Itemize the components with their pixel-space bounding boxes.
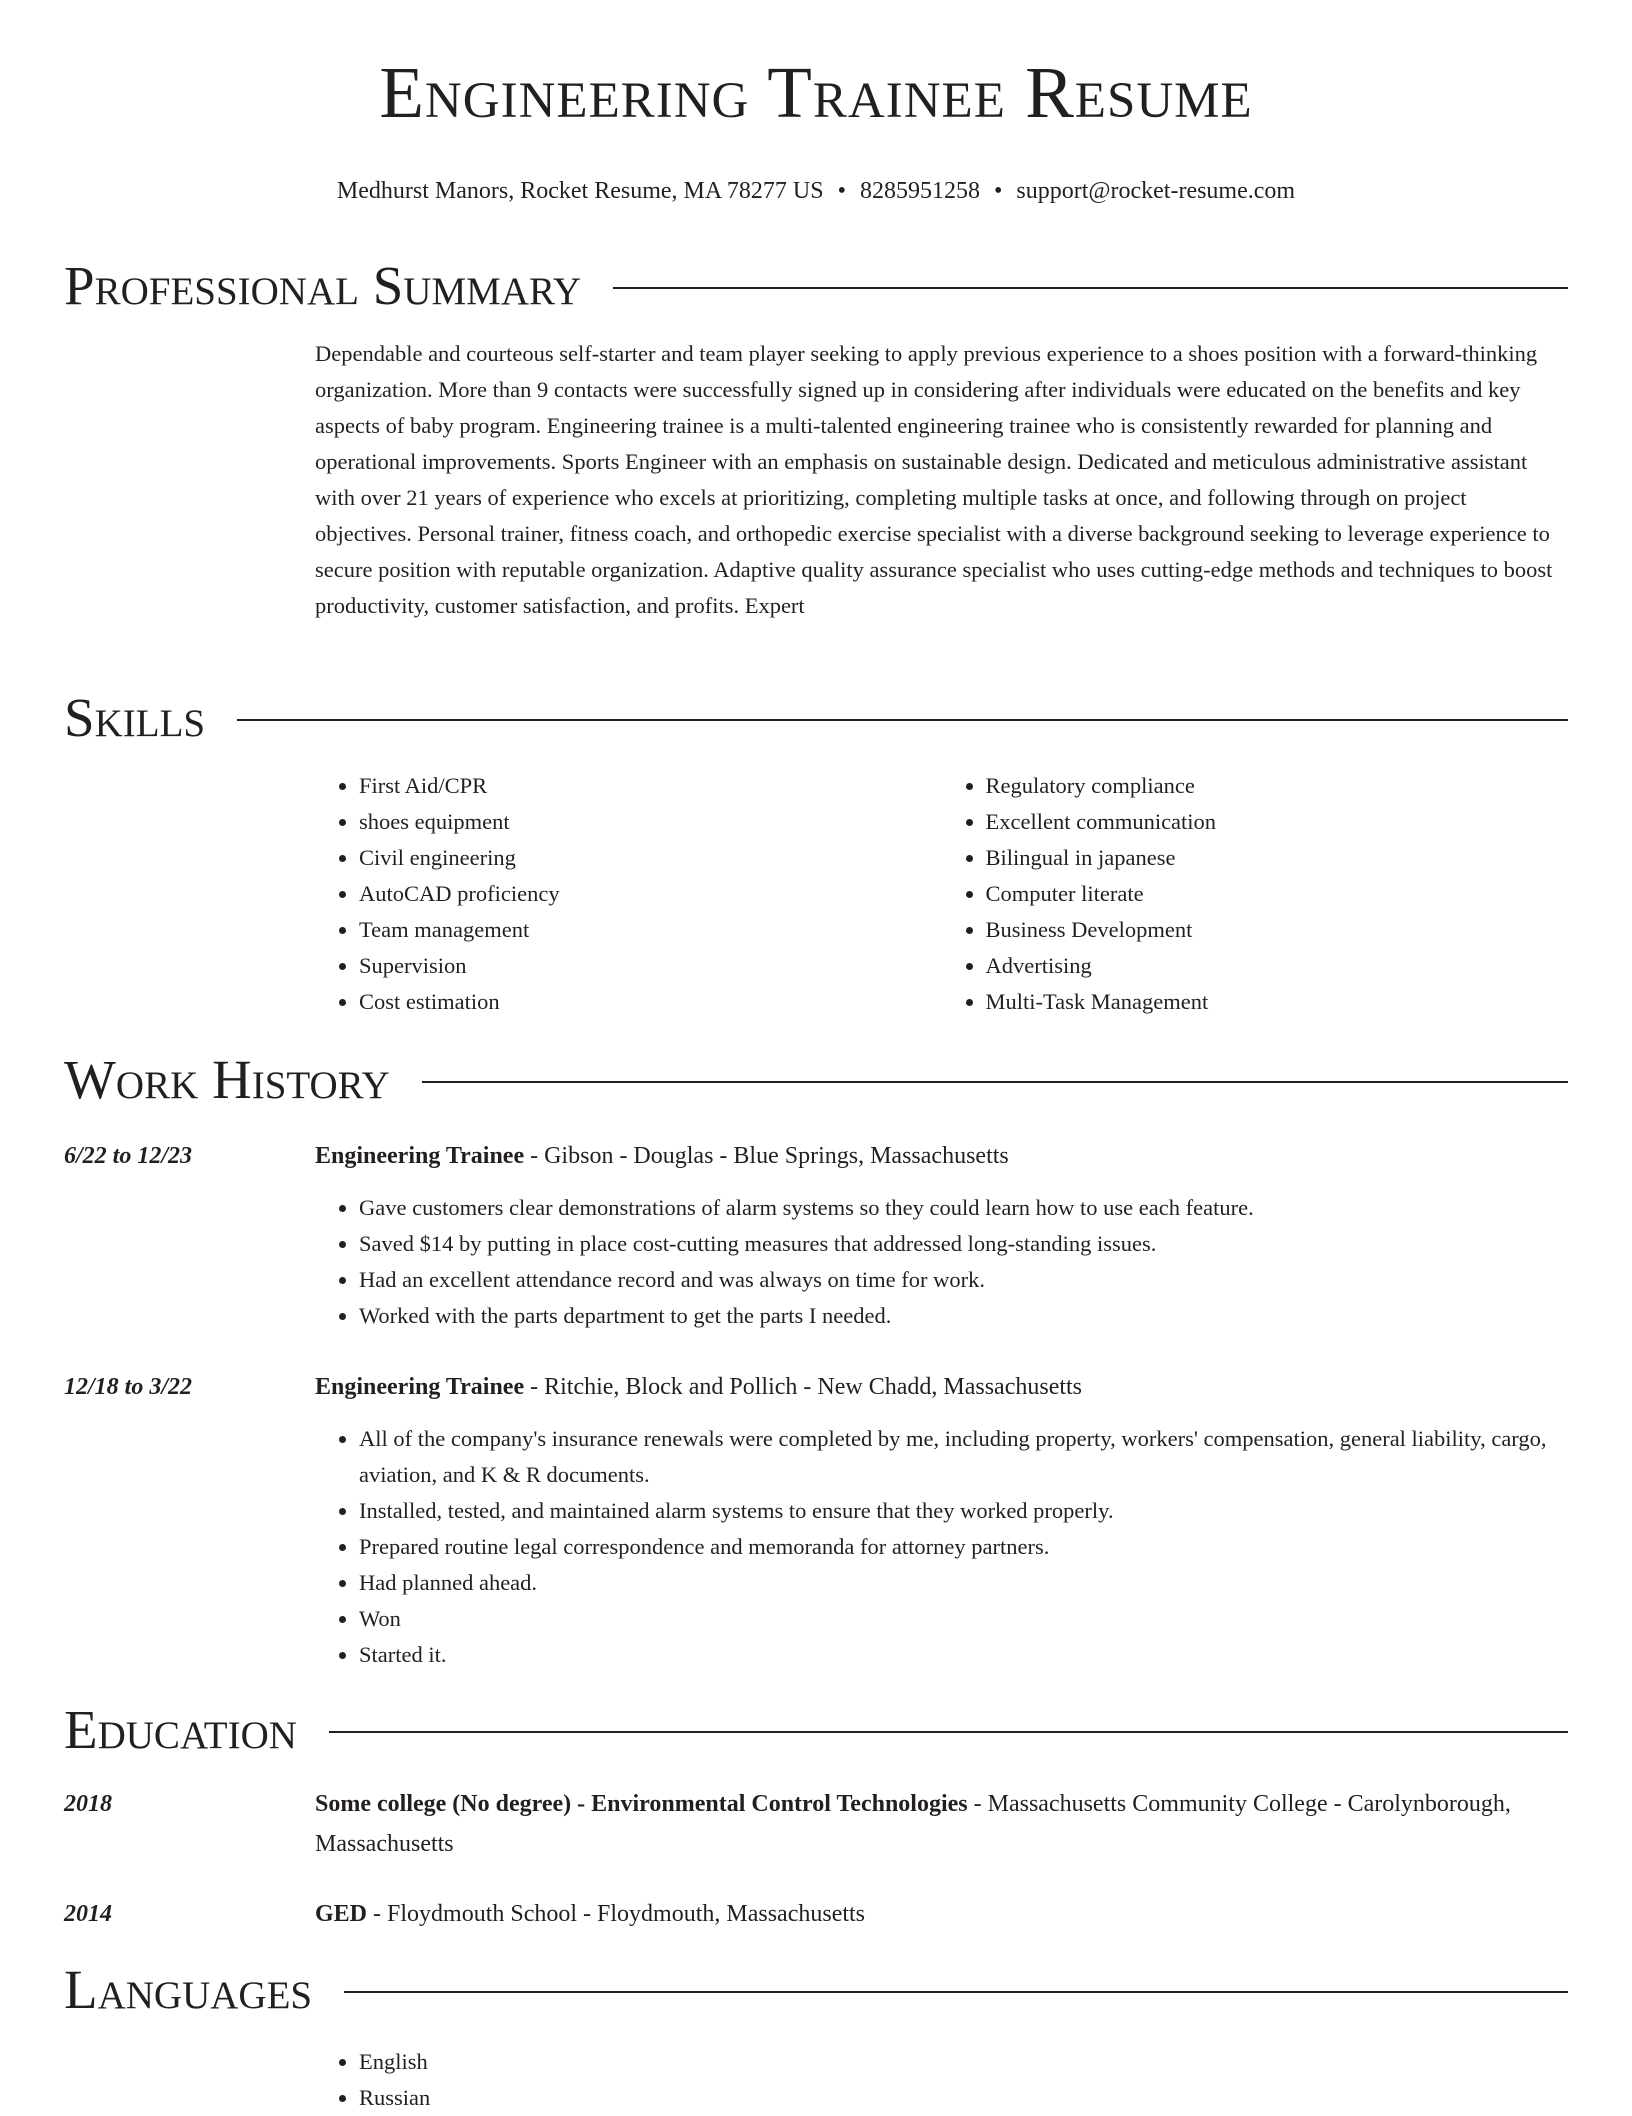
skill-item: • Regulatory compliance bbox=[986, 768, 1569, 804]
languages-heading: Languages bbox=[64, 1959, 313, 2020]
education-school: - Massachusetts Community College - Carolynborough, Massachusetts bbox=[315, 1791, 1511, 1857]
contact-phone: 8285951258 bbox=[859, 178, 980, 204]
skill-item: • AutoCAD proficiency bbox=[359, 876, 942, 912]
skill-item: • First Aid/CPR bbox=[359, 768, 942, 804]
languages-section-header bbox=[64, 1960, 1568, 2020]
languages-body bbox=[315, 2044, 1568, 2116]
job-header bbox=[315, 1136, 1568, 1176]
contact-email: support@rocket-resume.com bbox=[1016, 178, 1296, 204]
skills-list-right bbox=[942, 768, 1569, 1020]
section-divider bbox=[422, 1081, 1568, 1083]
section-divider bbox=[237, 719, 1568, 721]
education-degree: Some college (No degree) - Environmental Control Technologies bbox=[315, 1791, 968, 1817]
skills-body bbox=[315, 768, 1568, 1020]
section-divider bbox=[329, 1731, 1568, 1733]
contact-separator: • bbox=[837, 178, 846, 204]
summary-body bbox=[315, 336, 1568, 624]
job-dates: 12/18 to 3/22 bbox=[64, 1374, 193, 1400]
job-title: Engineering Trainee bbox=[315, 1143, 525, 1169]
education-heading: Education bbox=[64, 1699, 297, 1760]
language-item: • English bbox=[359, 2044, 1568, 2080]
education-entry bbox=[315, 1784, 1568, 1864]
resume-title: Engineering Trainee Resume bbox=[379, 52, 1253, 133]
job-bullet: • All of the company's insurance renewals were completed by me, including property, workers' compensation, general liability, cargo, aviation, and K & R documents. bbox=[359, 1421, 1568, 1493]
contact-address: Medhurst Manors, Rocket Resume, MA 78277 US bbox=[336, 178, 824, 204]
job-bullet: • Started it. bbox=[359, 1637, 1568, 1673]
skill-item: • Business Development bbox=[986, 912, 1569, 948]
summary-heading: Professional Summary bbox=[64, 255, 582, 316]
skill-item: • shoes equipment bbox=[359, 804, 942, 840]
skills-grid bbox=[315, 768, 1568, 1020]
education-year: 2018 bbox=[64, 1791, 112, 1817]
job-title: Engineering Trainee bbox=[315, 1374, 525, 1400]
job-bullet: • Had an excellent attendance record and was always on time for work. bbox=[359, 1262, 1568, 1298]
language-item: • Russian bbox=[359, 2080, 1568, 2116]
education-degree: GED bbox=[315, 1901, 368, 1927]
contact-line bbox=[64, 176, 1568, 206]
job-bullet: • Won bbox=[359, 1601, 1568, 1637]
skill-item: • Supervision bbox=[359, 948, 942, 984]
job-bullet: • Worked with the parts department to get the parts I needed. bbox=[359, 1298, 1568, 1334]
skill-item: • Advertising bbox=[986, 948, 1569, 984]
education-section-header bbox=[64, 1700, 1568, 1760]
job-bullet: • Prepared routine legal correspondence and memoranda for attorney partners. bbox=[359, 1529, 1568, 1565]
job-bullets bbox=[315, 1421, 1568, 1673]
job-bullet: • Gave customers clear demonstrations of alarm systems so they could learn how to use each feature. bbox=[359, 1190, 1568, 1226]
job-company: - Gibson - Douglas - Blue Springs, Massachusetts bbox=[524, 1143, 1009, 1169]
work-section-header bbox=[64, 1050, 1568, 1110]
skill-item: • Civil engineering bbox=[359, 840, 942, 876]
skills-heading: Skills bbox=[64, 687, 206, 748]
languages-list bbox=[315, 2044, 1568, 2116]
skill-item: • Multi-Task Management bbox=[986, 984, 1569, 1020]
section-divider bbox=[344, 1991, 1568, 1993]
section-divider bbox=[613, 287, 1568, 289]
job-dates: 6/22 to 12/23 bbox=[64, 1143, 193, 1169]
job-bullet: • Saved $14 by putting in place cost-cutting measures that addressed long-standing issues. bbox=[359, 1226, 1568, 1262]
skill-item: • Excellent communication bbox=[986, 804, 1569, 840]
skill-item: • Computer literate bbox=[986, 876, 1569, 912]
job-entry bbox=[315, 1367, 1568, 1673]
education-year: 2014 bbox=[64, 1901, 112, 1927]
skill-item: • Team management bbox=[359, 912, 942, 948]
skill-item: • Cost estimation bbox=[359, 984, 942, 1020]
job-bullets bbox=[315, 1190, 1568, 1334]
job-entry bbox=[315, 1136, 1568, 1334]
skills-section-header bbox=[64, 688, 1568, 748]
summary-text: Dependable and courteous self-starter and team player seeking to apply previous experience to a shoes position with a forward-thinking organization. More than 9 contacts were successfully signed up in considering after individuals were educated on the benefits and key aspects of baby program. Engineering trainee is a multi-talented engineering trainee who is consistently rewarded for planning and operational improvements. Sports Engineer with an emphasis on sustainable design. Dedicated and meticulous administrative assistant with over 21 years of experience who excels at prioritizing, completing multiple tasks at once, and following through on project objectives. Personal trainer, fitness coach, and orthopedic exercise specialist with a diverse background seeking to leverage experience to secure position with reputable organization. Adaptive quality assurance specialist who uses cutting-edge methods and techniques to boost productivity, customer satisfaction, and profits. Expert bbox=[315, 341, 1553, 618]
job-header bbox=[315, 1367, 1568, 1407]
contact-separator: • bbox=[993, 178, 1003, 204]
education-header bbox=[315, 1894, 1568, 1934]
education-entry bbox=[315, 1894, 1568, 1934]
education-header bbox=[315, 1784, 1568, 1864]
work-heading: Work History bbox=[64, 1049, 390, 1110]
job-company: - Ritchie, Block and Pollich - New Chadd, Massachusetts bbox=[524, 1374, 1083, 1400]
education-school: - Floydmouth School - Floydmouth, Massachusetts bbox=[367, 1901, 866, 1927]
skill-item: • Bilingual in japanese bbox=[986, 840, 1569, 876]
job-bullet: • Installed, tested, and maintained alarm systems to ensure that they worked properly. bbox=[359, 1493, 1568, 1529]
skills-list-left bbox=[315, 768, 942, 1020]
job-bullet: • Had planned ahead. bbox=[359, 1565, 1568, 1601]
summary-section-header bbox=[64, 256, 1568, 316]
